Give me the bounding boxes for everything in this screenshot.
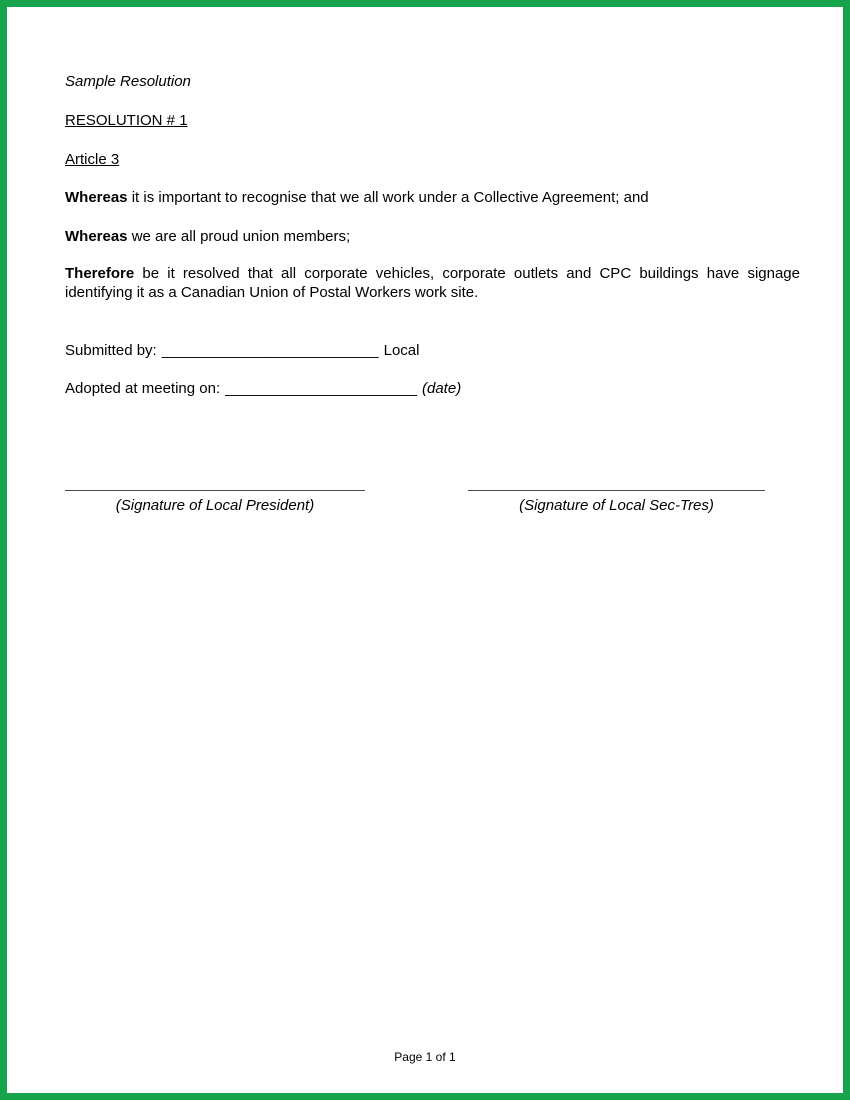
submitted-by-line — [65, 341, 800, 360]
therefore-lead: Therefore — [65, 265, 135, 282]
submitted-by-blank: __________________________ — [161, 342, 379, 359]
adopted-suffix: (date) — [422, 380, 462, 397]
whereas-1-body: it is important to recognise that we all work under a Collective Agreement; and — [127, 189, 649, 206]
resolution-heading — [65, 111, 800, 130]
therefore-body: be it resolved that all corporate vehicles, corporate outlets and CPC buildings have signage identifying it as a Canadian Union of Postal Workers work site. — [65, 265, 800, 301]
whereas-paragraph-1 — [65, 188, 800, 207]
whereas-paragraph-2 — [65, 227, 800, 246]
signature-block — [65, 490, 800, 515]
adopted-blank: _______________________ — [225, 380, 417, 397]
signature-sec-tres-caption: (Signature of Local Sec-Tres) — [519, 497, 714, 514]
article-heading-text: Article 3 — [65, 151, 120, 168]
therefore-paragraph — [65, 264, 800, 302]
submitted-by-label: Submitted by: — [65, 342, 157, 359]
resolution-heading-text: RESOLUTION # 1 — [65, 112, 188, 129]
whereas-1-lead: Whereas — [65, 189, 128, 206]
signature-president — [65, 490, 365, 515]
page-indicator: Page 1 of 1 — [394, 1050, 456, 1064]
adopted-label: Adopted at meeting on: — [65, 380, 221, 397]
signature-president-caption: (Signature of Local President) — [115, 497, 315, 514]
document-title: Sample Resolution — [65, 73, 191, 90]
document-content — [7, 7, 843, 515]
signature-sec-tres — [468, 490, 765, 515]
whereas-2-lead: Whereas — [65, 228, 128, 245]
submitted-by-suffix: Local — [383, 342, 420, 359]
adopted-line — [65, 379, 800, 398]
article-heading — [65, 150, 800, 169]
whereas-2-body: we are all proud union members; — [127, 228, 351, 245]
